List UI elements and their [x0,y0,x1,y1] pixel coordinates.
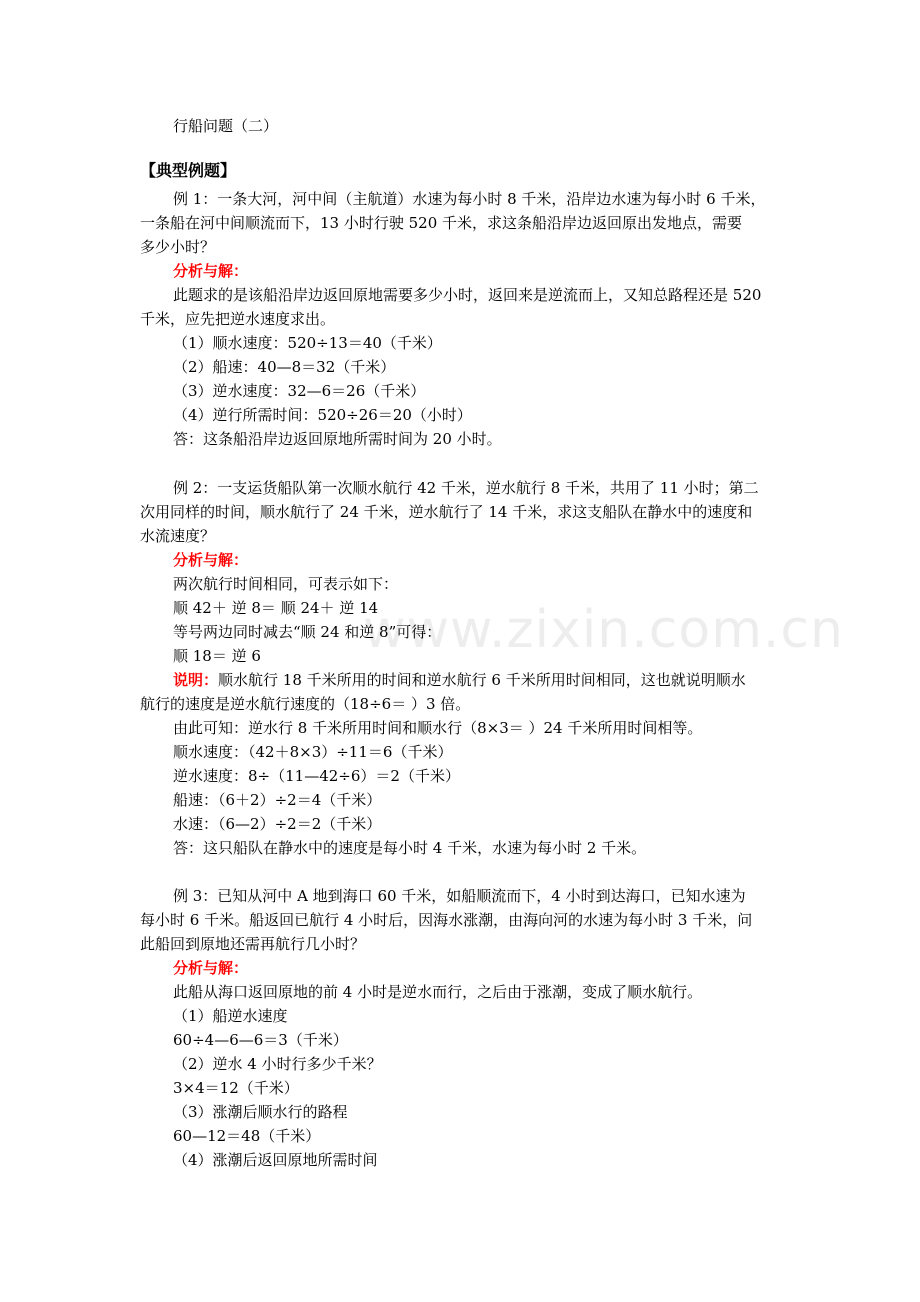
example-3-step-3: （3）涨潮后顺水行的路程 [173,1103,348,1121]
example-3-analysis-label: 分析与解： [173,959,249,977]
example-2-line-b4: 船速：（6＋2）÷2＝4（千米） [173,791,382,809]
example-1-step-4: （4）逆行所需时间：520÷26＝20（小时） [173,406,472,424]
example-2-note-line-2: 航行的速度是逆水航行速度的（18÷6＝ ）3 倍。 [140,695,471,713]
example-1-line-1: 例 1：一条大河，河中间（主航道）水速为每小时 8 千米，沿岸边水速为每小时 6 千米， [173,190,766,208]
example-2-line-b3: 逆水速度：8÷（11—42÷6）＝2（千米） [173,767,460,785]
example-3-step-4: （4）涨潮后返回原地所需时间 [173,1151,378,1169]
example-3-line-3: 此船回到原地还需再航行几小时？ [140,935,366,953]
example-2-note-line-1 [173,670,746,690]
example-3-step-2: （2）逆水 4 小时行多少千米？ [173,1055,382,1073]
watermark: www.zixin.com.cn [363,600,844,660]
section-heading: 【典型例题】 [140,161,237,180]
example-1-step-1: （1）顺水速度：520÷13＝40（千米） [173,334,442,352]
note-text-1: 顺水航行 18 千米所用的时间和逆水航行 6 千米所用时间相同，这也就说明顺水 [218,671,746,689]
note-label: 说明： [173,671,219,689]
example-1-answer: 答：这条船沿岸边返回原地所需时间为 20 小时。 [173,430,502,448]
example-1-paragraph-1: 此题求的是该船沿岸边返回原地需要多少小时，返回来是逆流而上，又知总路程还是 520 [173,286,762,304]
example-1-step-3: （3）逆水速度：32—6＝26（千米） [173,382,426,400]
example-1-line-3: 多少小时？ [140,238,216,256]
example-3-paragraph-1: 此船从海口返回原地的前 4 小时是逆水而行，之后由于涨潮，变成了顺水航行。 [173,983,703,1001]
example-2-line-a1: 两次航行时间相同，可表示如下： [173,575,399,593]
example-3-line-2: 每小时 6 千米。船返回已航行 4 小时后，因海水涨潮，由海向河的水速为每小时 3 千米，问 [140,911,753,929]
example-2-line-2: 次用同样的时间，顺水航行了 24 千米，逆水航行了 14 千米，求这支船队在静水中的速度和 [140,503,753,521]
example-2-line-a4: 顺 18＝ 逆 6 [173,647,261,665]
example-3-line-1: 例 3：已知从河中 A 地到海口 60 千米，如船顺流而下，4 小时到达海口，已知水速为 [173,887,746,905]
example-2-answer: 答：这只船队在静水中的速度是每小时 4 千米，水速为每小时 2 千米。 [173,839,647,857]
example-3-calc-2: 3×4＝12（千米） [173,1079,299,1097]
example-2-line-3: 水流速度？ [140,527,216,545]
example-2-line-b1: 由此可知：逆水行 8 千米所用时间和顺水行（8×3＝ ）24 千米所用时间相等。 [173,719,703,737]
example-1-analysis-label: 分析与解： [173,262,249,280]
example-3-calc-3: 60—12＝48（千米） [173,1127,321,1145]
example-3-step-1: （1）船逆水速度 [173,1007,288,1025]
example-1-paragraph-2: 千米，应先把逆水速度求出。 [140,310,336,328]
example-2-line-b5: 水速：（6—2）÷2＝2（千米） [173,815,382,833]
example-3-calc-1: 60÷4—6—6＝3（千米） [173,1031,348,1049]
example-2-line-a3: 等号两边同时减去“顺 24 和逆 8”可得： [173,623,442,641]
example-2-analysis-label: 分析与解： [173,551,249,569]
example-2-line-b2: 顺水速度：（42＋8×3）÷11＝6（千米） [173,743,453,761]
example-1-line-2: 一条船在河中间顺流而下，13 小时行驶 520 千米，求这条船沿岸边返回原出发地点，需要 [140,214,743,232]
example-2-line-1: 例 2：一支运货船队第一次顺水航行 42 千米，逆水航行 8 千米，共用了 11 小时；第二 [173,479,759,497]
example-2-line-a2: 顺 42＋ 逆 8＝ 顺 24＋ 逆 14 [173,599,379,617]
example-1-step-2: （2）船速：40—8＝32（千米） [173,358,396,376]
document-title: 行船问题（二） [173,117,279,135]
